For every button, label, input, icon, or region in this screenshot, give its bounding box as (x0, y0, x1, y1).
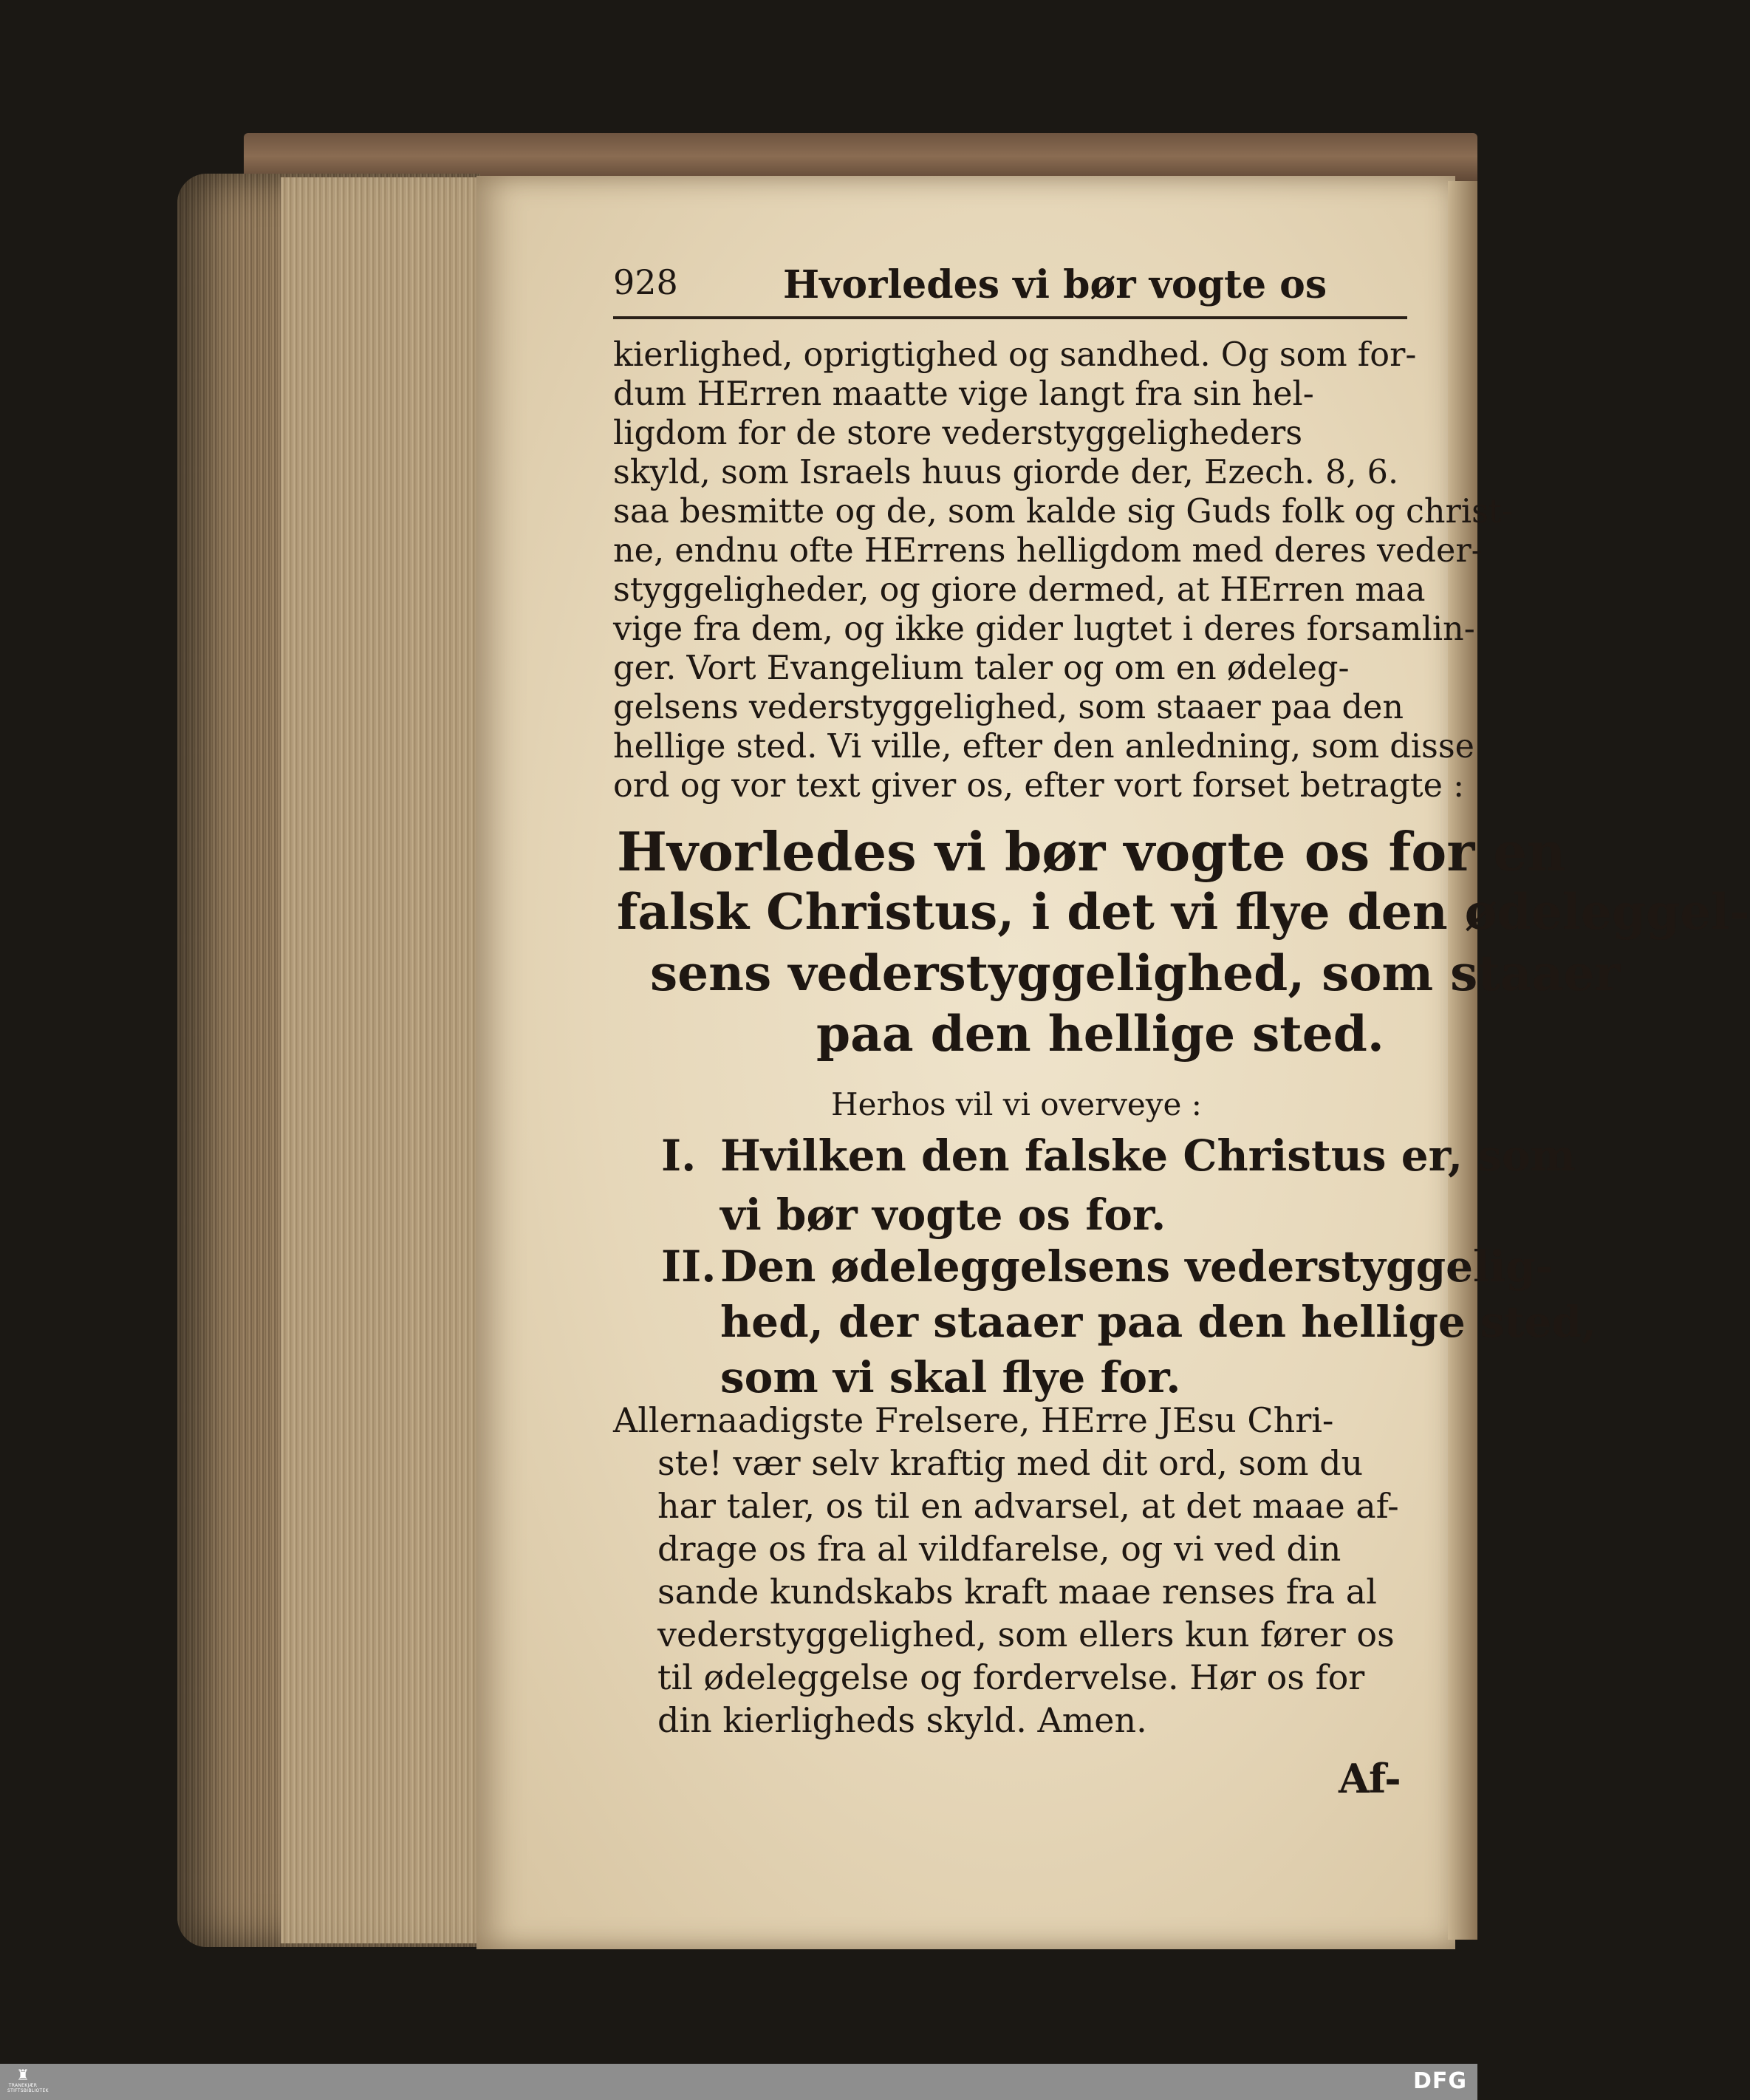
point-line: hed, der staaer paa den hellige sted, (720, 1297, 1597, 1347)
point-numeral: II. (661, 1241, 717, 1292)
library-logo-text: TRANEKJÆR STIFTSBIBLIOTEK (7, 2083, 49, 2093)
sermon-heading-line: Hvorledes vi bør vogte os for en (617, 820, 1566, 883)
body-line: dum HErren maatte vige langt fra sin hel- (613, 375, 1314, 413)
sermon-heading-line: sens vederstyggelighed, som staaer (650, 944, 1621, 1002)
prayer-line: har taler, os til en advarsel, at det maae af- (657, 1486, 1399, 1526)
body-line: hellige sted. Vi ville, efter den anledning, som disse (613, 728, 1475, 766)
page-fore-edge (281, 177, 480, 1943)
sermon-heading-line: paa den hellige sted. (816, 1005, 1384, 1063)
body-line: ligdom for de store vederstyggeligheders (613, 415, 1303, 452)
intro-line: Herhos vil vi overveye : (831, 1086, 1202, 1122)
prayer-line: ste! vær selv kraftig med dit ord, som du (657, 1443, 1364, 1483)
prayer-line: din kierligheds skyld. Amen. (657, 1700, 1147, 1740)
dfg-credit: DFG (1412, 2068, 1467, 2094)
facing-page-edge (1448, 181, 1477, 1940)
prayer-line: Allernaadigste Frelsere, HErre JEsu Chri- (613, 1400, 1334, 1440)
point-line: som vi skal flye for. (720, 1352, 1181, 1402)
body-line: vige fra dem, og ikke gider lugtet i deres forsamlin- (613, 610, 1475, 648)
body-line: saa besmitte og de, som kalde sig Guds folk og christ- (613, 493, 1513, 531)
catchword: Af- (1339, 1755, 1401, 1802)
body-line: ger. Vort Evangelium taler og om en ødeleg- (613, 650, 1350, 687)
page-number: 928 (613, 262, 678, 302)
running-title: Hvorledes vi bør vogte os (783, 262, 1327, 307)
body-line: styggeligheder, og giore dermed, at HErren maa (613, 571, 1426, 609)
viewer-footer (0, 2064, 1477, 2100)
point-numeral: I. (661, 1131, 697, 1181)
body-line: gelsens vederstyggelighed, som staaer paa den (613, 689, 1404, 726)
prayer-line: sande kundskabs kraft maae renses fra al (657, 1572, 1377, 1612)
prayer-line: vederstyggelighed, som ellers kun fører os (657, 1615, 1395, 1654)
body-line: kierlighed, oprigtighed og sandhed. Og som for- (613, 336, 1417, 374)
point-line: Hvilken den falske Christus er, som (720, 1131, 1576, 1181)
body-line: skyld, som Israels huus giorde der, Ezech. 8, 6. (613, 454, 1399, 491)
prayer-line: til ødeleggelse og fordervelse. Hør os for (657, 1657, 1365, 1697)
point-line: vi bør vogte os for. (720, 1190, 1166, 1240)
point-line: Den ødeleggelsens vederstyggelig- (720, 1241, 1554, 1292)
body-line: ne, endnu ofte HErrens helligdom med deres veder- (613, 532, 1483, 570)
body-line: ord og vor text giver os, efter vort forset betragte : (613, 767, 1465, 805)
header-rule (613, 316, 1407, 319)
crown-icon: ♜ (16, 2066, 30, 2084)
library-logo (7, 2066, 49, 2096)
sermon-heading-line: falsk Christus, i det vi flye den ødeleggel- (617, 883, 1750, 941)
prayer-line: drage os fra al vildfarelse, og vi ved din (657, 1529, 1341, 1569)
